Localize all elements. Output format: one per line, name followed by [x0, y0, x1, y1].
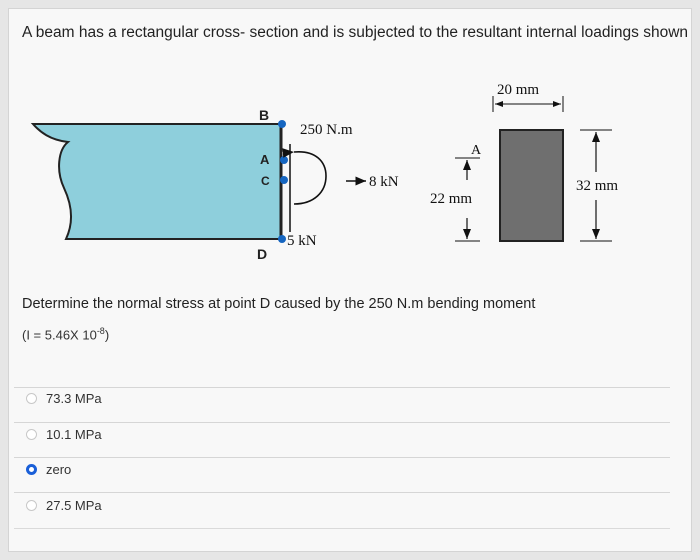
option-label: 73.3 MPa	[46, 391, 102, 406]
option-10-1-mpa[interactable]	[26, 427, 102, 442]
label-c: C	[261, 174, 270, 188]
formula-prefix: (I = 5.46X 10	[22, 327, 97, 343]
question-intro: A beam has a rectangular cross- section and is subjected to the resultant internal loadings shown	[22, 24, 689, 41]
dim-a-depth-label: 22 mm	[430, 191, 473, 207]
radio-button-selected[interactable]	[26, 464, 37, 475]
moment-arrow	[294, 152, 326, 204]
formula-exponent: -8	[96, 326, 105, 336]
label-a: A	[260, 152, 270, 167]
option-label: zero	[46, 462, 72, 477]
moment-of-inertia-formula	[22, 326, 109, 342]
point-d-marker	[278, 235, 286, 243]
label-b: B	[259, 107, 270, 123]
radio-button[interactable]	[26, 429, 37, 440]
point-c-marker	[280, 176, 288, 184]
moment-label: 250 N.m	[300, 122, 353, 138]
point-a-marker	[280, 156, 288, 164]
option-label: 10.1 MPa	[46, 427, 102, 442]
point-b-marker	[278, 120, 286, 128]
beam-body	[33, 124, 281, 239]
radio-button[interactable]	[26, 500, 37, 511]
axial-label: 8 kN	[369, 174, 399, 190]
question-prompt: Determine the normal stress at point D caused by the 250 N.m bending moment	[22, 296, 536, 312]
formula-suffix: )	[104, 327, 110, 343]
divider	[14, 492, 670, 493]
option-73-3-mpa[interactable]	[26, 391, 102, 406]
section-label-a: A	[471, 143, 482, 158]
option-zero[interactable]	[26, 462, 71, 477]
shear-label: 5 kN	[287, 233, 317, 249]
dim-height-label: 32 mm	[576, 178, 619, 194]
radio-button[interactable]	[26, 393, 37, 404]
divider	[14, 457, 670, 458]
cross-section	[500, 130, 563, 241]
divider	[14, 387, 670, 388]
label-d: D	[257, 246, 268, 262]
option-label: 27.5 MPa	[46, 498, 102, 513]
divider	[14, 422, 670, 423]
divider	[14, 528, 670, 529]
option-27-5-mpa[interactable]	[26, 498, 102, 513]
dim-width-label: 20 mm	[497, 82, 540, 98]
